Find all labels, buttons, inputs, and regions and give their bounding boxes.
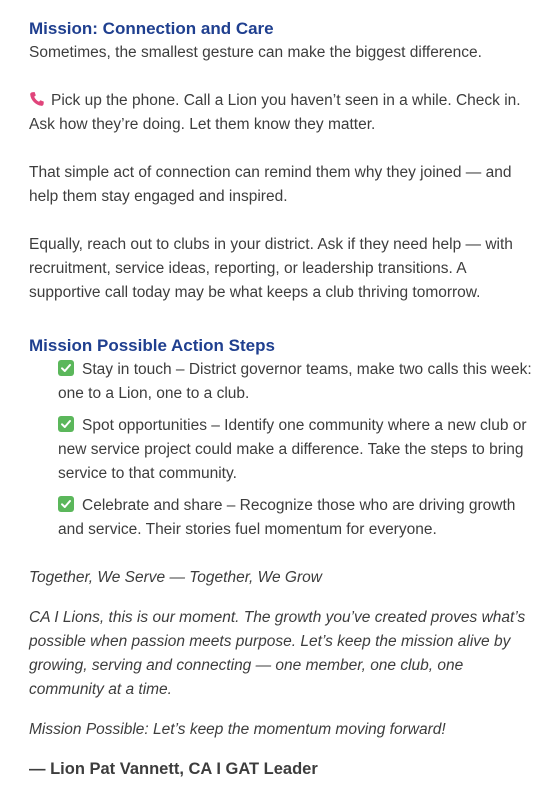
connection-paragraph: That simple act of connection can remind them why they joined — and help them stay engaged and inspired. (29, 164, 512, 205)
check-mark-box-icon (58, 416, 74, 432)
list-item (58, 414, 536, 486)
action-steps-list (29, 358, 536, 542)
check-mark-box-icon (58, 360, 74, 376)
clubs-paragraph: Equally, reach out to clubs in your district. Ask if they need help — with recruitment, service ideas, reporting, or leadership transitions. A supportive call today may be what keeps a club thriving tomorrow. (29, 236, 513, 301)
phone-paragraph-text: Pick up the phone. Call a Lion you haven’t seen in a while. Check in. Ask how they’re doing. Let them know they matter. (29, 92, 521, 133)
step-text: Spot opportunities – Identify one community where a new club or new service project could make a difference. Take the steps to bring service to that community. (58, 417, 527, 482)
list-item (58, 358, 536, 406)
list-item (58, 494, 536, 542)
check-mark-box-icon (58, 496, 74, 512)
telephone-receiver-icon (29, 91, 45, 107)
phone-paragraph (29, 89, 536, 137)
step-text: Stay in touch – District governor teams, make two calls this week: one to a Lion, one to a club. (58, 361, 532, 402)
tagline: Together, We Serve — Together, We Grow (29, 569, 322, 586)
section-heading-connection: Mission: Connection and Care (29, 19, 274, 38)
mission-line: Mission Possible: Let’s keep the momentum moving forward! (29, 721, 446, 738)
closing-message: CA I Lions, this is our moment. The growth you’ve created proves what’s possible when passion meets purpose. Let’s keep the mission alive by growing, serving and connecting — one member, one club, one community at a time. (29, 609, 526, 698)
section-heading-action-steps: Mission Possible Action Steps (29, 336, 275, 355)
step-text: Celebrate and share – Recognize those who are driving growth and service. Their stories fuel momentum for everyone. (58, 497, 516, 538)
intro-text: Sometimes, the smallest gesture can make the biggest difference. (29, 44, 482, 61)
signature: — Lion Pat Vannett, CA I GAT Leader (29, 760, 318, 778)
